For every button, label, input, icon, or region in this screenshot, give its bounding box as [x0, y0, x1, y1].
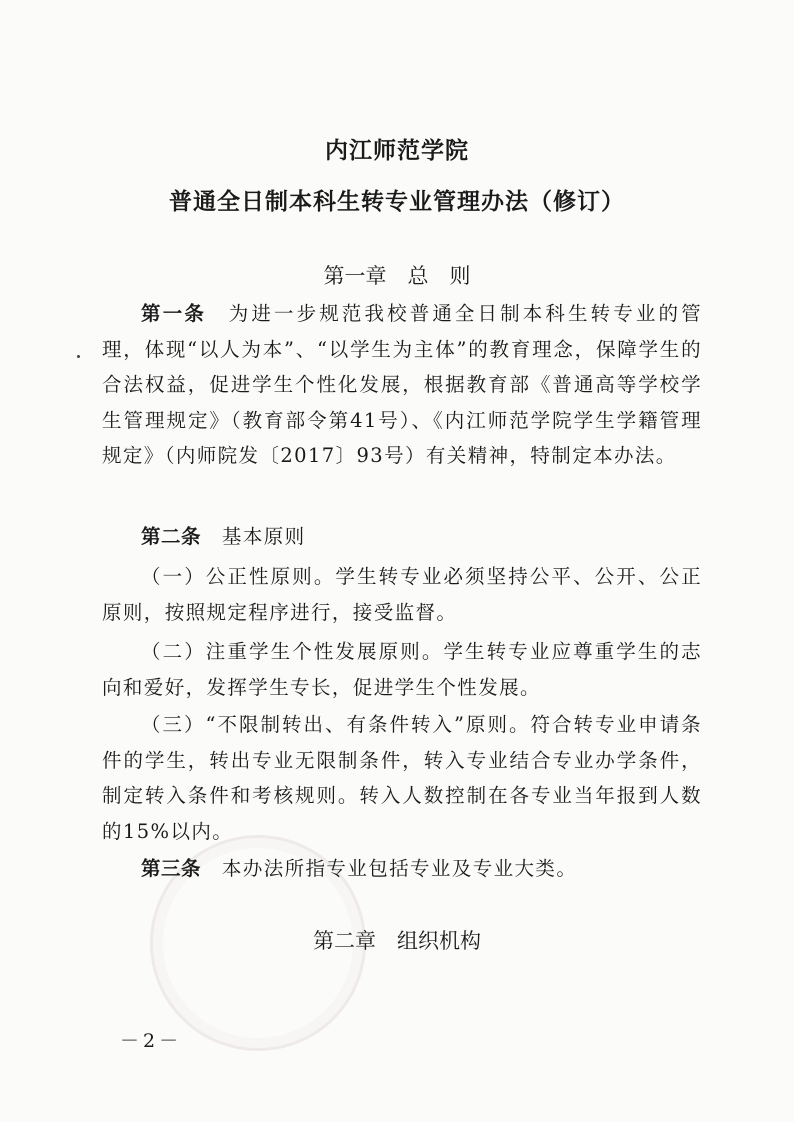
article-2 — [102, 519, 702, 555]
page-number: －2－ — [120, 1030, 183, 1052]
principle-2: （二）注重学生个性发展原则。学生转专业应尊重学生的志向和爱好，发挥学生专长，促进学生个性发展。 — [102, 640, 702, 699]
chapter-1-heading: 第一章 总 则 — [323, 264, 471, 288]
principle-3: （三）“不限制转出、有条件转入”原则。符合转专业申请条件的学生，转出专业无限制条件，转入专业结合专业办学条件，制定转入条件和考核规则。转入人数控制在各专业当年报到人数的15%以内。 — [102, 713, 702, 843]
article-1 — [102, 296, 702, 474]
document-title: 普通全日制本科生转专业管理办法（修订） — [169, 189, 625, 215]
article-2-label: 第二条 — [141, 525, 202, 548]
scan-speck — [77, 355, 80, 358]
article-3 — [102, 851, 702, 887]
principle-1: （一）公正性原则。学生转专业必须坚持公平、公开、公正原则，按照规定程序进行，接受监督。 — [102, 565, 702, 624]
chapter-2-heading: 第二章 组织机构 — [313, 929, 481, 953]
article-3-label: 第三条 — [141, 857, 202, 880]
article-1-label: 第一条 — [141, 302, 207, 325]
institution-title: 内江师范学院 — [325, 138, 469, 164]
article-1-text: 为进一步规范我校普通全日制本科生转专业的管理，体现“以人为本”、“以学生为主体”的教育理念，保障学生的合法权益，促进学生个性化发展，根据教育部《普通高等学校学生管理规定》（教育部令第41号）、《内江师范学院学生学籍管理规定》（内师院发〔2017〕93号）有关精神，特制定本办法。 — [102, 302, 702, 467]
article-3-text: 本办法所指专业包括专业及专业大类。 — [221, 857, 578, 880]
article-2-text: 基本原则 — [221, 525, 306, 548]
